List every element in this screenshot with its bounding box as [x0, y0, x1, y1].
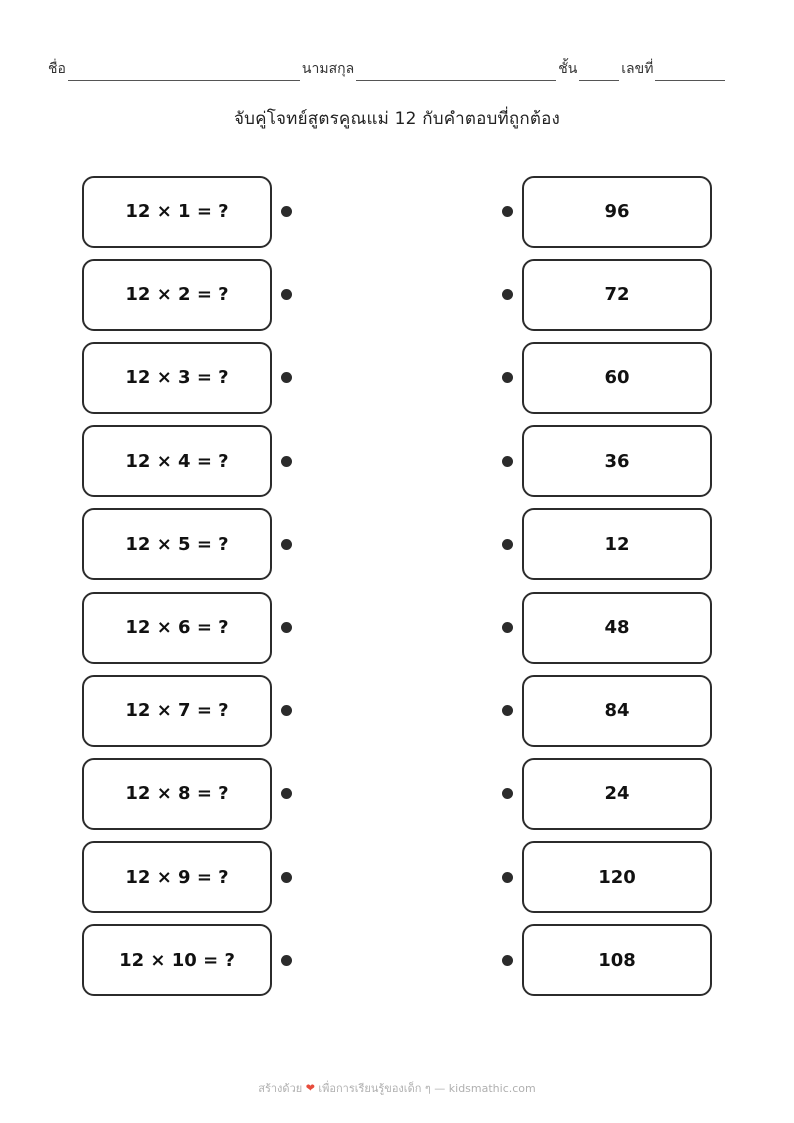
answer-dot-wrap: [397, 955, 522, 966]
answer-dot[interactable]: [502, 206, 513, 217]
question-card[interactable]: 12 × 5 = ?: [82, 508, 272, 580]
class-blank-line: [579, 66, 619, 81]
answer-column-cell: [522, 675, 794, 747]
answer-card[interactable]: 24: [522, 758, 712, 830]
answer-column-cell: [522, 176, 794, 248]
answer-dot[interactable]: [502, 372, 513, 383]
answer-dot[interactable]: [502, 788, 513, 799]
question-dot[interactable]: [281, 372, 292, 383]
class-label: ชั้น: [558, 61, 578, 77]
connector-column: [272, 289, 522, 300]
question-dot[interactable]: [281, 955, 292, 966]
question-dot[interactable]: [281, 705, 292, 716]
connector-column: [272, 206, 522, 217]
answer-dot[interactable]: [502, 289, 513, 300]
answer-column-cell: [522, 259, 794, 331]
connector-column: [272, 372, 522, 383]
answer-card[interactable]: 12: [522, 508, 712, 580]
match-row: [0, 669, 794, 752]
question-column-cell: [0, 924, 272, 996]
student-info-row: [48, 58, 746, 81]
matching-area: [0, 170, 794, 1002]
answer-column-cell: [522, 342, 794, 414]
question-dot-wrap: [272, 372, 397, 383]
match-row: [0, 919, 794, 1002]
answer-dot-wrap: [397, 622, 522, 633]
connector-column: [272, 788, 522, 799]
question-dot[interactable]: [281, 622, 292, 633]
question-card[interactable]: 12 × 4 = ?: [82, 425, 272, 497]
connector-column: [272, 622, 522, 633]
answer-card[interactable]: 120: [522, 841, 712, 913]
question-column-cell: [0, 176, 272, 248]
question-column-cell: [0, 841, 272, 913]
answer-dot[interactable]: [502, 539, 513, 550]
answer-dot-wrap: [397, 456, 522, 467]
answer-dot-wrap: [397, 539, 522, 550]
connector-column: [272, 705, 522, 716]
answer-dot[interactable]: [502, 955, 513, 966]
connector-column: [272, 456, 522, 467]
question-column-cell: [0, 508, 272, 580]
answer-dot[interactable]: [502, 872, 513, 883]
question-dot[interactable]: [281, 289, 292, 300]
answer-column-cell: [522, 841, 794, 913]
match-row: [0, 752, 794, 835]
answer-card[interactable]: 72: [522, 259, 712, 331]
answer-dot-wrap: [397, 372, 522, 383]
answer-dot[interactable]: [502, 456, 513, 467]
question-column-cell: [0, 425, 272, 497]
match-row: [0, 503, 794, 586]
question-dot[interactable]: [281, 872, 292, 883]
match-row: [0, 336, 794, 419]
question-dot[interactable]: [281, 788, 292, 799]
answer-card[interactable]: 84: [522, 675, 712, 747]
question-dot[interactable]: [281, 539, 292, 550]
answer-dot-wrap: [397, 289, 522, 300]
surname-label: นามสกุล: [301, 61, 355, 77]
surname-blank-line: [356, 66, 556, 81]
question-dot-wrap: [272, 955, 397, 966]
question-column-cell: [0, 592, 272, 664]
answer-dot-wrap: [397, 872, 522, 883]
answer-dot-wrap: [397, 788, 522, 799]
answer-card[interactable]: 96: [522, 176, 712, 248]
connector-column: [272, 955, 522, 966]
question-dot-wrap: [272, 206, 397, 217]
question-card[interactable]: 12 × 10 = ?: [82, 924, 272, 996]
answer-column-cell: [522, 592, 794, 664]
footer-prefix: สร้างด้วย: [258, 1082, 303, 1095]
heart-icon: ❤: [305, 1081, 315, 1095]
name-label: ชื่อ: [48, 61, 66, 77]
connector-column: [272, 539, 522, 550]
answer-dot-wrap: [397, 206, 522, 217]
answer-card[interactable]: 48: [522, 592, 712, 664]
footer-suffix: เพื่อการเรียนรู้ของเด็ก ๆ — kidsmathic.com: [318, 1082, 536, 1095]
question-column-cell: [0, 342, 272, 414]
question-card[interactable]: 12 × 7 = ?: [82, 675, 272, 747]
question-column-cell: [0, 758, 272, 830]
question-dot-wrap: [272, 705, 397, 716]
match-row: [0, 170, 794, 253]
answer-card[interactable]: 60: [522, 342, 712, 414]
question-card[interactable]: 12 × 1 = ?: [82, 176, 272, 248]
connector-column: [272, 872, 522, 883]
answer-column-cell: [522, 758, 794, 830]
answer-card[interactable]: 36: [522, 425, 712, 497]
question-dot-wrap: [272, 788, 397, 799]
question-dot-wrap: [272, 622, 397, 633]
answer-column-cell: [522, 425, 794, 497]
footer-credit: [0, 1079, 794, 1097]
match-row: [0, 586, 794, 669]
question-dot-wrap: [272, 539, 397, 550]
question-dot-wrap: [272, 289, 397, 300]
answer-column-cell: [522, 924, 794, 996]
name-blank-line: [68, 66, 300, 81]
question-dot[interactable]: [281, 206, 292, 217]
match-row: [0, 420, 794, 503]
number-blank-line: [655, 66, 725, 81]
number-label: เลขที่: [621, 61, 654, 77]
question-card[interactable]: 12 × 9 = ?: [82, 841, 272, 913]
page-title: จับคู่โจทย์สูตรคูณแม่ 12 กับคำตอบที่ถูกต้อง: [233, 109, 561, 129]
question-dot-wrap: [272, 872, 397, 883]
question-dot[interactable]: [281, 456, 292, 467]
question-column-cell: [0, 675, 272, 747]
question-dot-wrap: [272, 456, 397, 467]
answer-column-cell: [522, 508, 794, 580]
match-row: [0, 253, 794, 336]
answer-card[interactable]: 108: [522, 924, 712, 996]
question-card[interactable]: 12 × 8 = ?: [82, 758, 272, 830]
question-column-cell: [0, 259, 272, 331]
answer-dot[interactable]: [502, 705, 513, 716]
answer-dot-wrap: [397, 705, 522, 716]
question-card[interactable]: 12 × 6 = ?: [82, 592, 272, 664]
question-card[interactable]: 12 × 3 = ?: [82, 342, 272, 414]
question-card[interactable]: 12 × 2 = ?: [82, 259, 272, 331]
answer-dot[interactable]: [502, 622, 513, 633]
match-row: [0, 836, 794, 919]
